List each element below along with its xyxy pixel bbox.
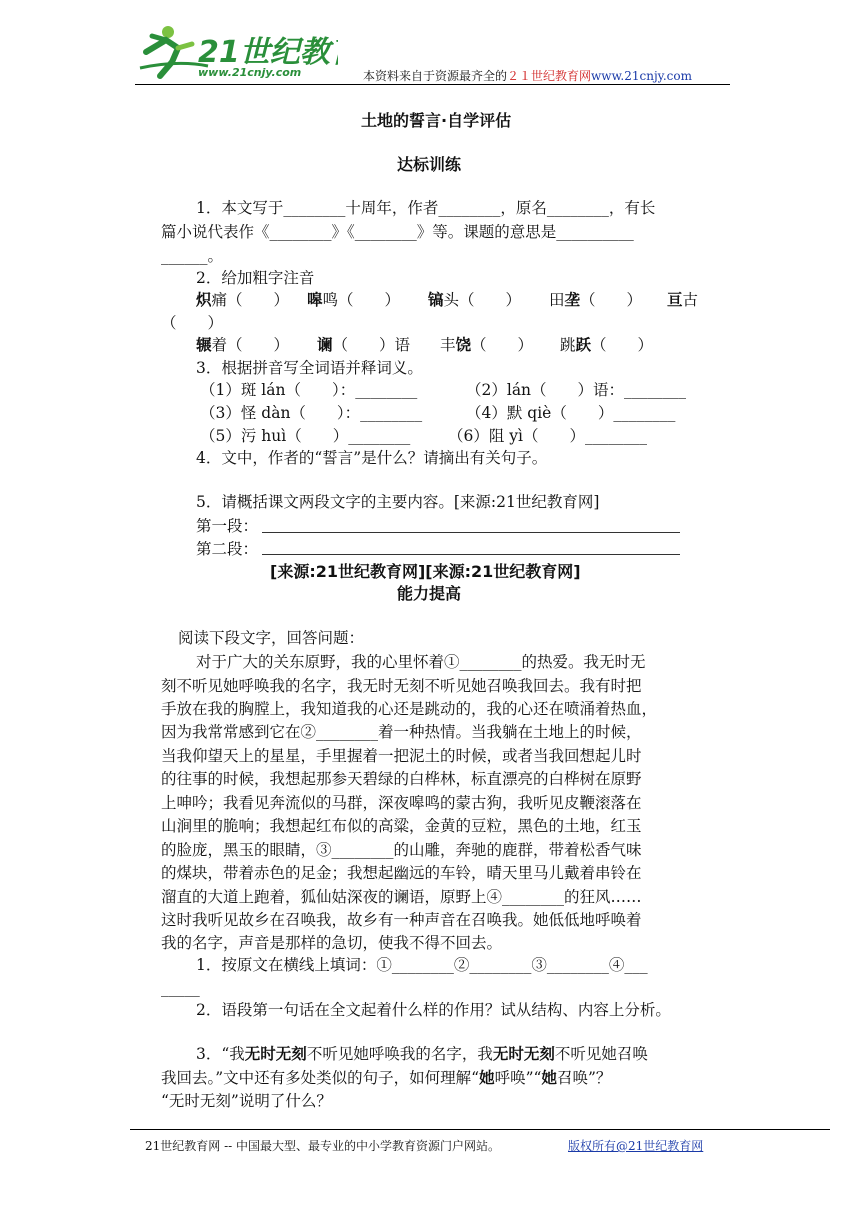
q3-item: （1）斑 lán（ ）：________ xyxy=(200,381,418,399)
runner-logo-icon xyxy=(138,22,338,82)
q2-item: 田垄（ ） xyxy=(549,290,643,309)
logo-url: www.21cnjy.com xyxy=(198,66,302,79)
source-line: [来源:21世纪教育网][来源:21世纪教育网] xyxy=(270,562,581,581)
q3-item: （5）污 huì（ ）________ xyxy=(200,427,411,445)
rq3-line2: 我回去。”文中还有多处类似的句子，如何理解“她呼唤”“她召唤”？ xyxy=(161,1068,612,1087)
reading-line: 手放在我的胸膛上，我知道我的心还是跳动的，我的心还在喷涌着热血， xyxy=(161,700,658,718)
q5-para1-line xyxy=(262,532,680,533)
rq1-line1: 1．按原文在横线上填词：①________②________③________④___ xyxy=(196,956,648,974)
q3-heading: 3．根据拼音写全词语并释词义。 xyxy=(196,359,423,377)
q5-para1-label: 第一段： xyxy=(196,517,259,535)
reading-line: 山涧里的脆响；我想起红布似的高粱，金黄的豆粒，黑色的土地，红玉 xyxy=(161,817,642,835)
footer-copyright-link[interactable]: 版权所有@21世纪教育网 xyxy=(568,1139,704,1153)
q2-item: 亘古 xyxy=(667,290,699,309)
q1-line1: 1．本文写于________十周年，作者________，原名________，有长 xyxy=(196,199,656,217)
q3-item: （6）阻 yì（ ）________ xyxy=(448,427,648,445)
q1-line2: 篇小说代表作《________》《________》等。课题的意思是__________ xyxy=(161,223,634,241)
page-title: 土地的誓言·自学评估 xyxy=(361,111,512,130)
q5-heading: 5．请概括课文两段文字的主要内容。[来源:21世纪教育网] xyxy=(196,493,600,511)
reading-intro: 阅读下段文字，回答问题： xyxy=(178,629,365,647)
q2-item: 炽痛（ ） xyxy=(196,290,290,309)
rq3-line1: 3．“我无时无刻不听见她呼唤我的名字，我无时无刻不听见她召唤 xyxy=(196,1044,648,1063)
reading-line: 因为我常常感到它在②________着一种热情。当我躺在土地上的时候， xyxy=(161,723,642,741)
reading-line: 当我仰望天上的星星，手里握着一把泥土的时候，或者当我回想起儿时 xyxy=(161,747,642,765)
q3-item: （4）默 qiè（ ）________ xyxy=(466,404,676,422)
reading-line: 刻不听见她呼唤我的名字，我无时无刻不听见她召唤我回去。我有时把 xyxy=(161,677,642,695)
reading-line: 这时我听见故乡在召唤我，故乡有一种声音在召唤我。她低低地呼唤着 xyxy=(161,911,642,929)
q5-para2-line xyxy=(262,554,680,555)
footer-rule xyxy=(130,1129,830,1130)
q2-item: 镐头（ ） xyxy=(428,290,522,309)
logo-text: 21世纪教 xyxy=(198,35,330,70)
section-title-practice: 达标训练 xyxy=(397,155,462,174)
rq2-text: 2．语段第一句话在全文起着什么样的作用？试从结构、内容上分析。 xyxy=(196,1001,671,1019)
reading-line: 的煤块，带着赤色的足金；我想起幽远的车铃，晴天里马儿戴着串铃在 xyxy=(161,864,642,882)
q3-item: （3）怪 dàn（ ）：________ xyxy=(200,404,423,422)
site-logo xyxy=(138,22,338,82)
q2-item: 跳跃（ ） xyxy=(560,335,654,354)
q3-item: （2）lán（ ）语：________ xyxy=(466,381,687,399)
header-site-link[interactable]: ２１世纪教育网 xyxy=(507,69,592,83)
reading-line: 我的名字，声音是那样的急切，使我不得不回去。 xyxy=(161,934,503,952)
q2-item: 嗥鸣（ ） xyxy=(307,290,401,309)
reading-line: 上呻吟；我看见奔流似的马群，深夜嗥鸣的蒙古狗，我听见皮鞭滚落在 xyxy=(161,794,642,812)
reading-line: 溜直的大道上跑着，狐仙姑深夜的谰语，原野上④________的狂风…… xyxy=(161,888,642,906)
section-title-ability: 能力提高 xyxy=(397,584,462,603)
q2-item: 谰（ ）语 xyxy=(317,335,411,354)
rq3-line3: “无时无刻”说明了什么？ xyxy=(161,1092,332,1110)
q1-line3: ______。 xyxy=(161,247,224,265)
rq1-line2: _____ xyxy=(161,979,200,997)
reading-line: 的脸庞，黑玉的眼睛，③________的山雕，奔驰的鹿群，带着松香气味 xyxy=(161,841,642,859)
q2-heading: 2．给加粗字注音 xyxy=(196,269,315,287)
header-url-link[interactable]: www.21cnjy.com xyxy=(591,69,692,83)
footer-left: 21世纪教育网 -- 中国最大型、最专业的中小学教育资源门户网站。 xyxy=(145,1139,501,1153)
q4-text: 4．文中，作者的“誓言”是什么？请摘出有关句子。 xyxy=(196,449,548,467)
reading-line: 对于广大的关东原野，我的心里怀着①________的热爱。我无时无 xyxy=(196,653,646,671)
q5-para2-label: 第二段： xyxy=(196,540,259,558)
q2-item-tail: （ ） xyxy=(161,314,224,332)
header-note: 本资料来自于资源最齐全的２１世纪教育网www.21cnjy.com xyxy=(363,69,692,83)
header-rule xyxy=(135,84,730,85)
q2-item: 辗着（ ） xyxy=(196,335,290,354)
reading-line: 的往事的时候，我想起那参天碧绿的白桦林，标直漂亮的白桦树在原野 xyxy=(161,770,642,788)
q2-item: 丰饶（ ） xyxy=(440,335,534,354)
